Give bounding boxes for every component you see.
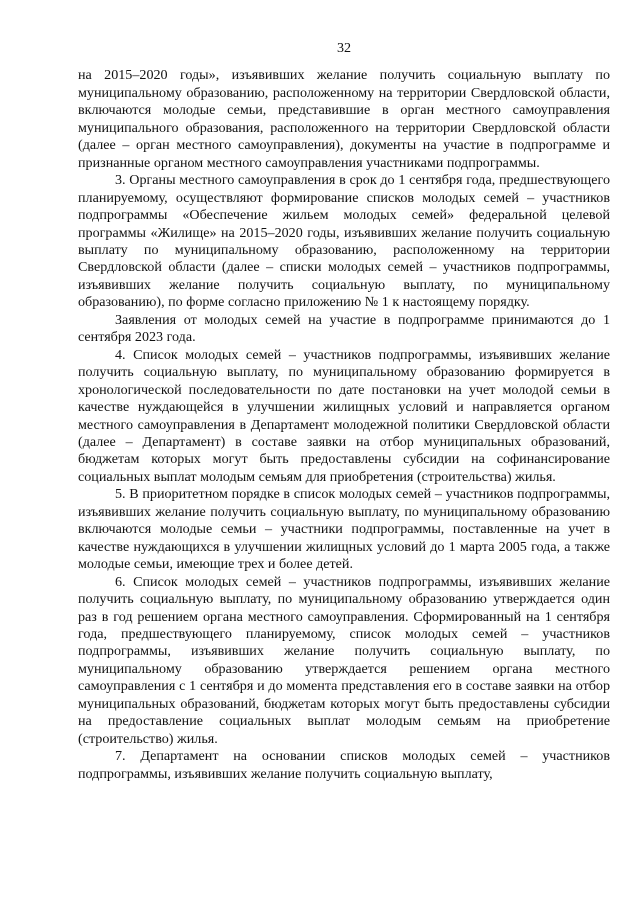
paragraph-item-3: 3. Органы местного самоуправления в срок до 1 сентября года, предшествующего планируемому, осуществляют формирование списков молодых семей – участников подпрограммы «Обеспечение жильем молодых семей» федеральной целевой программы «Жилище» на 2015–2020 годы, изъявивших желание получить социальную выплату по муниципальному образованию, расположенному на территории Свердловской области (далее – списки молодых семей – участников подпрограммы, изъявивших желание получить социальную выплату, по муниципальному образованию), по форме согласно приложению № 1 к настоящему порядку.: [78, 172, 610, 311]
paragraph-continuation: на 2015–2020 годы», изъявивших желание получить социальную выплату по муниципальному образованию, расположенному на территории Свердловской области, включаются молодые семьи, представившие в орган местного самоуправления муниципального образования, расположенного на территории Свердловской области (далее – орган местного самоуправления), документы на участие в подпрограмме и признанные органом местного самоуправления участниками подпрограммы.: [78, 67, 610, 171]
document-page: [78, 40, 610, 783]
paragraph-item-4: 4. Список молодых семей – участников подпрограммы, изъявивших желание получить социальную выплату, по муниципальному образованию формируется в хронологической последовательности по дате постановки на учет молодой семьи в качестве нуждающейся в улучшении жилищных условий и направляется органом местного самоуправления в Департамент молодежной политики Свердловской области (далее – Департамент) в составе заявки на отбор муниципальных образований, бюджетам которых могут быть предоставлены субсидии на софинансирование социальных выплат молодым семьям для приобретения (строительства) жилья.: [78, 346, 610, 485]
paragraph-item-7: 7. Департамент на основании списков молодых семей – участников подпрограммы, изъявивших желание получить социальную выплату,: [78, 748, 610, 782]
paragraph-item-6: 6. Список молодых семей – участников подпрограммы, изъявивших желание получить социальную выплату, по муниципальному образованию утверждается один раз в год решением органа местного самоуправления. Сформированный на 1 сентября года, предшествующего планируемому, список молодых семей – участников подпрограммы, изъявивших желание получить социальную выплату, по муниципальному образованию утверждается решением органа местного самоуправления с 1 сентября и до момента представления его в составе заявки на отбор муниципальных образований, бюджетам которых могут быть предоставлены субсидии на предоставление социальных выплат молодым семьям на приобретение (строительство) жилья.: [78, 573, 610, 747]
paragraph-item-5: 5. В приоритетном порядке в список молодых семей – участников подпрограммы, изъявивших желание получить социальную выплату, по муниципальному образованию включаются молодые семьи – участники подпрограммы, поставленные на учет в качестве нуждающихся в улучшении жилищных условий до 1 марта 2005 года, а также молодые семьи, имеющие трех и более детей.: [78, 486, 610, 573]
page-number: 32: [336, 40, 352, 56]
paragraph-applications-deadline: Заявления от молодых семей на участие в подпрограмме принимаются до 1 сентября 2023 года.: [78, 311, 610, 346]
